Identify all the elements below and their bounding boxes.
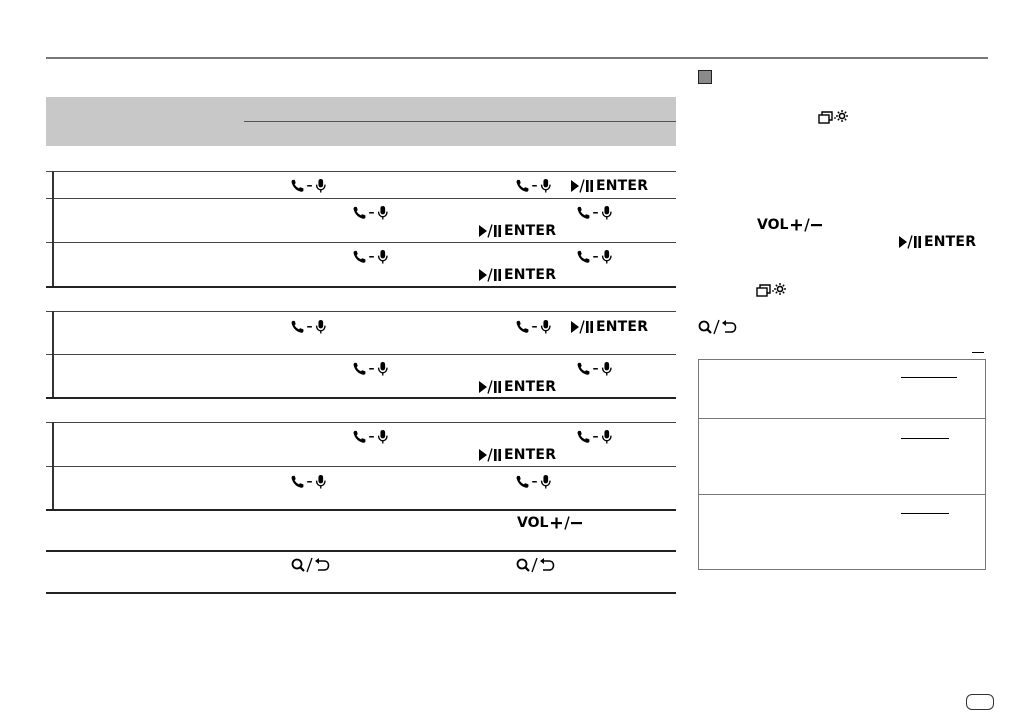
group-divider [46, 509, 676, 511]
default-underline [901, 438, 949, 439]
enter-label: ENTER [504, 267, 557, 283]
vol-plus-minus-icon [517, 515, 584, 531]
phone-mic-icon [515, 178, 555, 193]
phone-mic-icon [290, 319, 330, 334]
top-rule [46, 57, 988, 59]
play-pause-enter-icon [478, 223, 556, 239]
enter-label: ENTER [596, 178, 649, 194]
phone-mic-icon [515, 474, 555, 489]
vol-label: VOL [757, 217, 789, 233]
play-pause-enter-icon [478, 447, 556, 463]
group-bracket [52, 171, 54, 286]
phone-mic-icon [290, 474, 330, 489]
play-pause-enter-icon [478, 267, 556, 283]
section-marker [698, 70, 712, 84]
group-bracket [52, 311, 54, 397]
row-divider [46, 171, 676, 172]
play-pause-enter-icon [570, 319, 648, 335]
group-divider [46, 550, 676, 552]
phone-mic-icon [352, 205, 392, 220]
phone-mic-icon [576, 249, 616, 264]
phone-mic-icon [352, 429, 392, 444]
play-pause-enter-icon [898, 234, 976, 250]
table-header-divider [244, 121, 676, 122]
settings-row-divider [698, 418, 986, 419]
phone-mic-icon [576, 429, 616, 444]
play-pause-enter-icon [478, 379, 556, 395]
settings-table [698, 359, 986, 570]
vol-label: VOL [517, 515, 549, 531]
row-divider [46, 242, 676, 243]
enter-label: ENTER [504, 223, 557, 239]
default-underline [901, 513, 949, 514]
row-divider [46, 198, 676, 199]
enter-label: ENTER [504, 379, 557, 395]
settings-row-divider [698, 494, 986, 495]
display-settings-icon [756, 282, 786, 298]
row-divider [46, 422, 676, 423]
footnote-mark [972, 352, 984, 353]
phone-mic-icon [576, 205, 616, 220]
group-divider [46, 286, 676, 288]
page-number-badge [966, 694, 994, 710]
phone-mic-icon [352, 249, 392, 264]
row-divider [46, 466, 676, 467]
display-settings-icon [818, 109, 848, 125]
search-back-icon [697, 319, 737, 335]
vol-plus-minus-icon [757, 217, 824, 233]
row-divider [46, 311, 676, 312]
play-pause-enter-icon [570, 178, 648, 194]
default-underline [901, 377, 957, 378]
enter-label: ENTER [924, 234, 977, 250]
table-bottom-rule [46, 592, 676, 594]
phone-mic-icon [515, 319, 555, 334]
group-divider [46, 397, 676, 399]
search-back-icon [290, 557, 330, 573]
enter-label: ENTER [504, 447, 557, 463]
group-bracket [52, 422, 54, 509]
phone-mic-icon [290, 178, 330, 193]
phone-mic-icon [576, 361, 616, 376]
row-divider [46, 354, 676, 355]
search-back-icon [515, 557, 555, 573]
enter-label: ENTER [596, 319, 649, 335]
phone-mic-icon [352, 361, 392, 376]
